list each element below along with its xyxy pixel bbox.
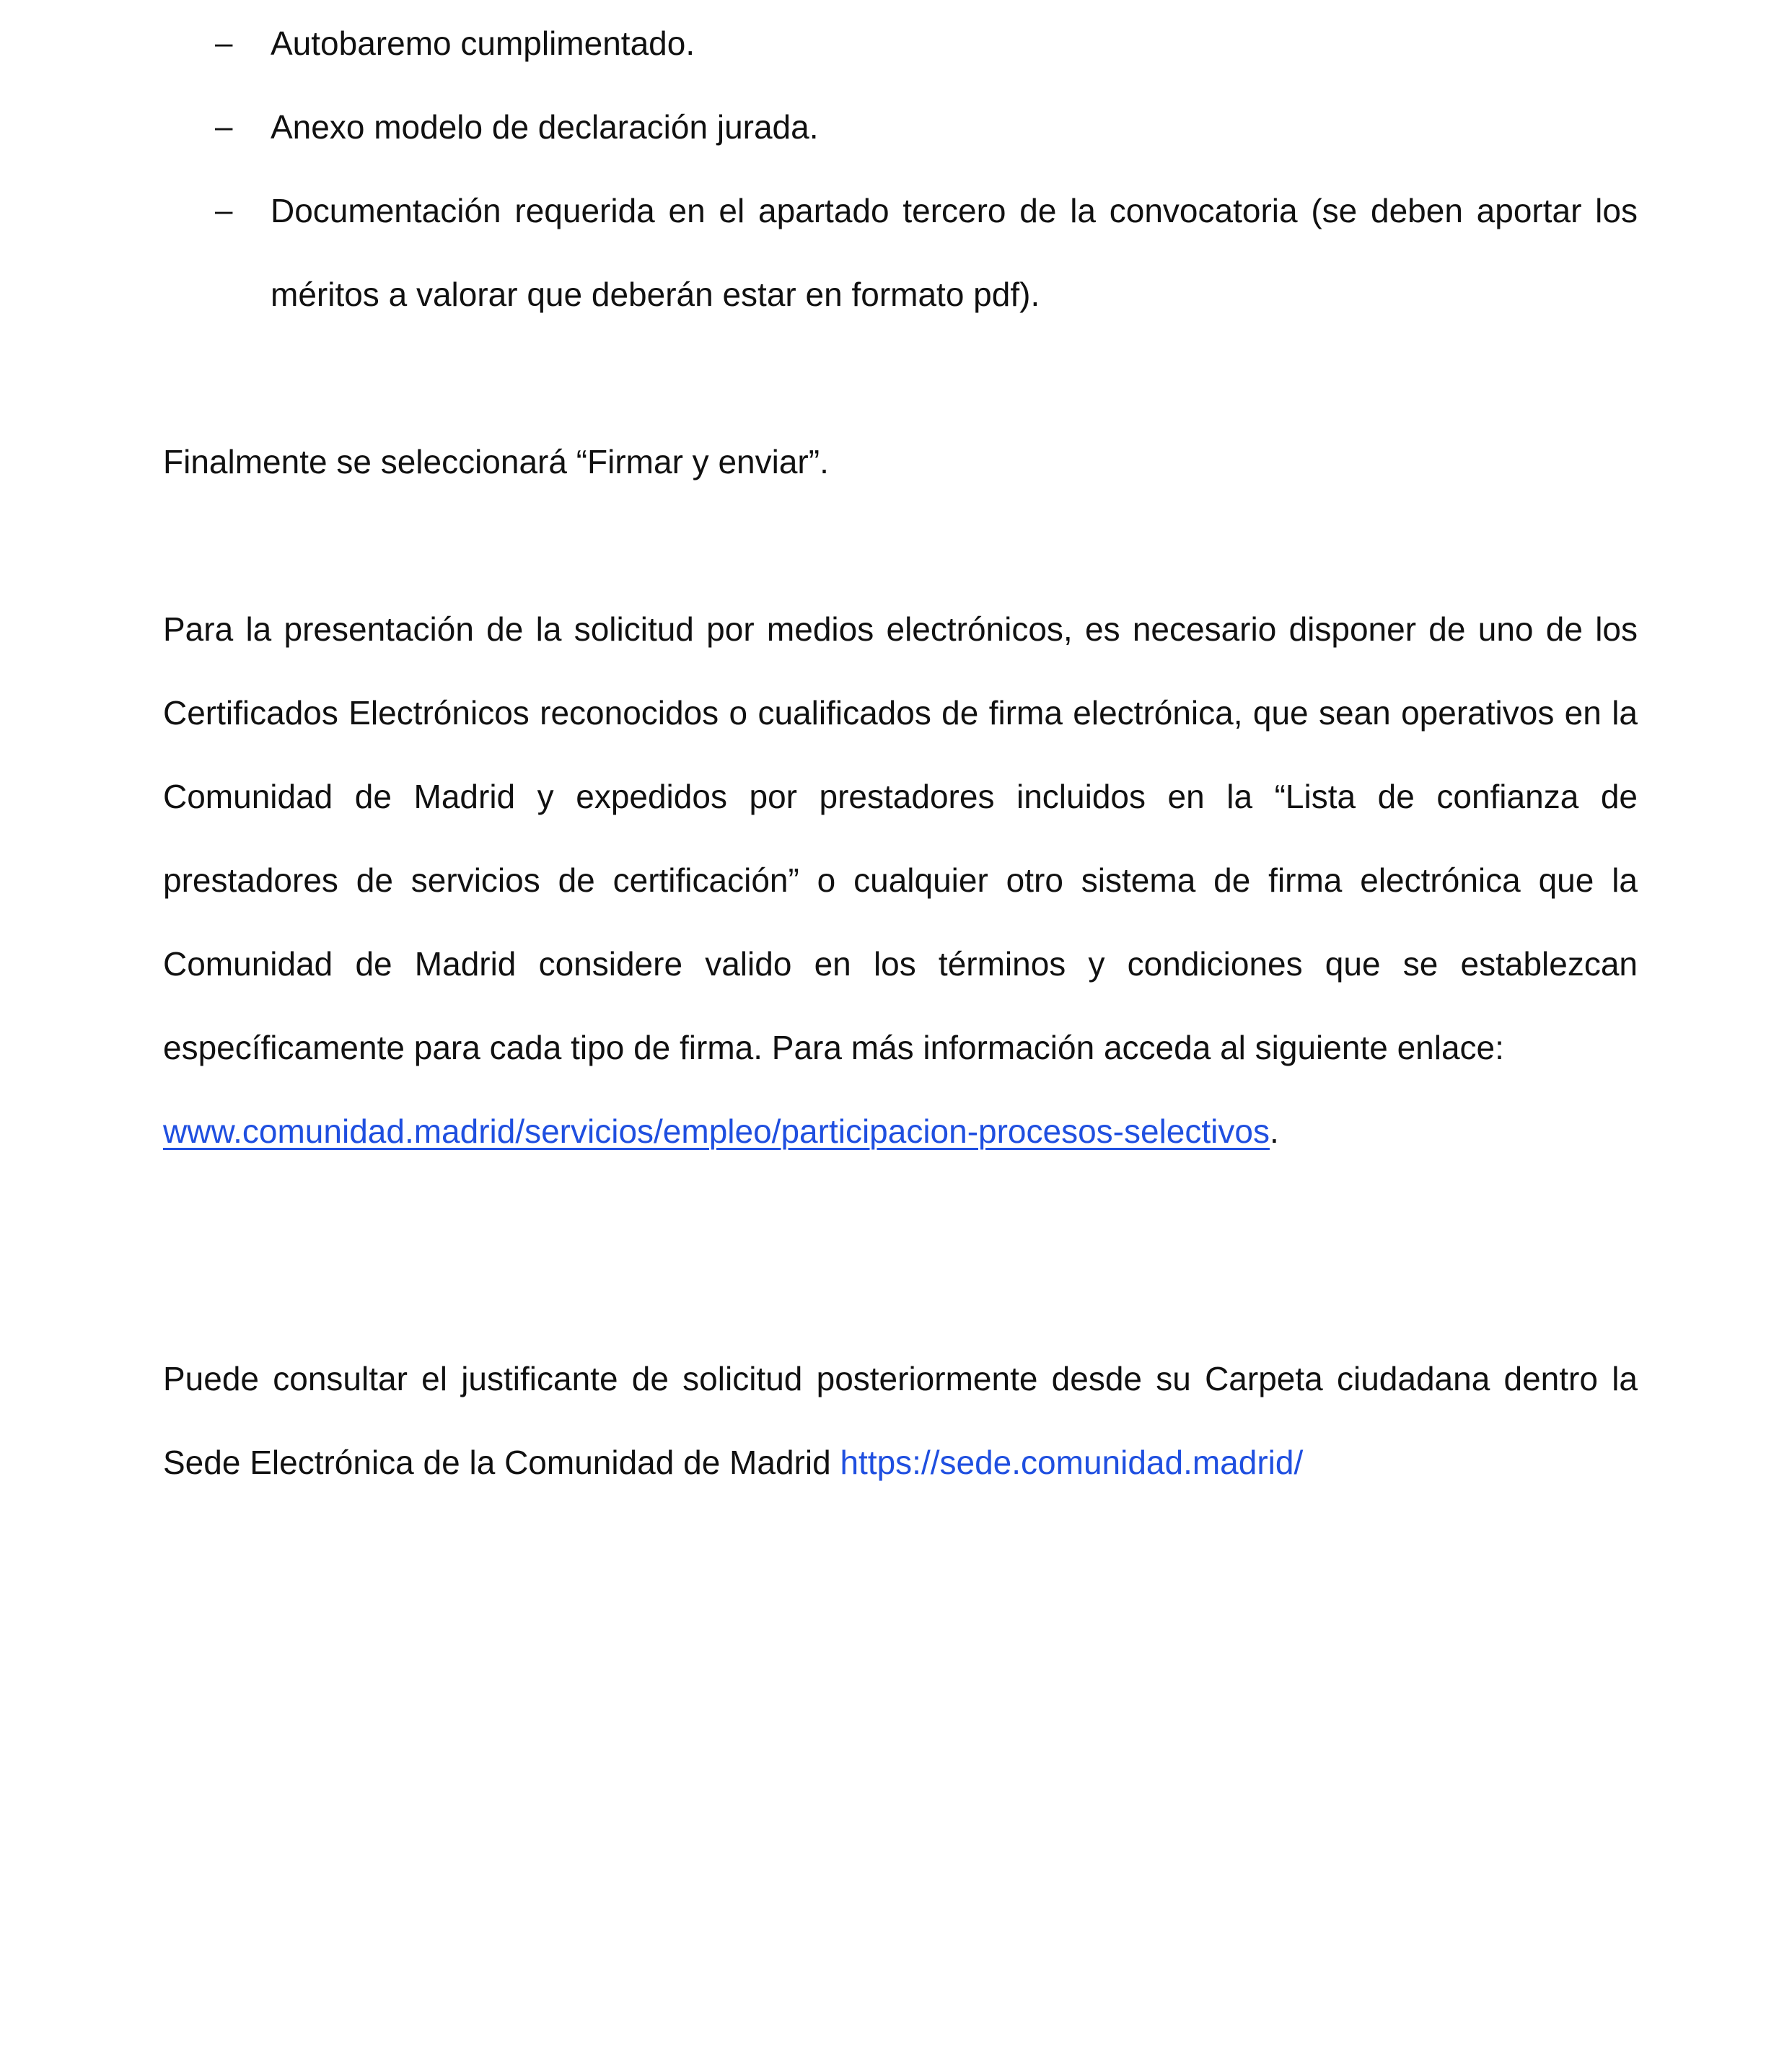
electronic-office-link[interactable]: https://sede.comunidad.madrid/ — [840, 1444, 1304, 1481]
employment-processes-link[interactable]: www.comunidad.madrid/servicios/empleo/participacion-procesos-selectivos — [163, 1112, 1270, 1150]
certificates-paragraph-text: Para la presentación de la solicitud por medios electrónicos, es necesario disponer de uno de los Certificados Electrónicos reconocidos o cualificados de firma electrónica, que sean operativos en la Comunidad de Madrid y expedidos por prestadores incluidos en la “Lista de confianza de prestadores de servicios de certificación” o cualquier otro sistema de firma electrónica que la Comunidad de Madrid considere valido en los términos y condiciones que se establezcan específicamente para cada tipo de firma. Para más información acceda al siguiente enlace: — [163, 610, 1638, 1066]
certificates-paragraph — [163, 587, 1638, 1173]
consult-receipt-text: Puede consultar el justificante de solicitud posteriormente desde su Carpeta ciudadana dentro la Sede Electrónica de la Comunidad de Madrid — [163, 1360, 1638, 1481]
list-item-text: Autobaremo cumplimentado. — [271, 25, 695, 62]
dash-bullet-icon: – — [215, 25, 233, 61]
dash-bullet-icon: – — [215, 193, 233, 228]
list-item-text: Anexo modelo de declaración jurada. — [271, 108, 819, 146]
list-item-text: Documentación requerida en el apartado tercero de la convocatoria (se deben aportar los méritos a valorar que deberán estar en formato pdf). — [271, 192, 1638, 313]
final-step-paragraph: Finalmente se seleccionará “Firmar y enviar”. — [163, 443, 829, 480]
dash-bullet-icon: – — [215, 109, 233, 144]
consult-receipt-paragraph — [163, 1337, 1638, 1504]
link-period: . — [1269, 1112, 1279, 1150]
